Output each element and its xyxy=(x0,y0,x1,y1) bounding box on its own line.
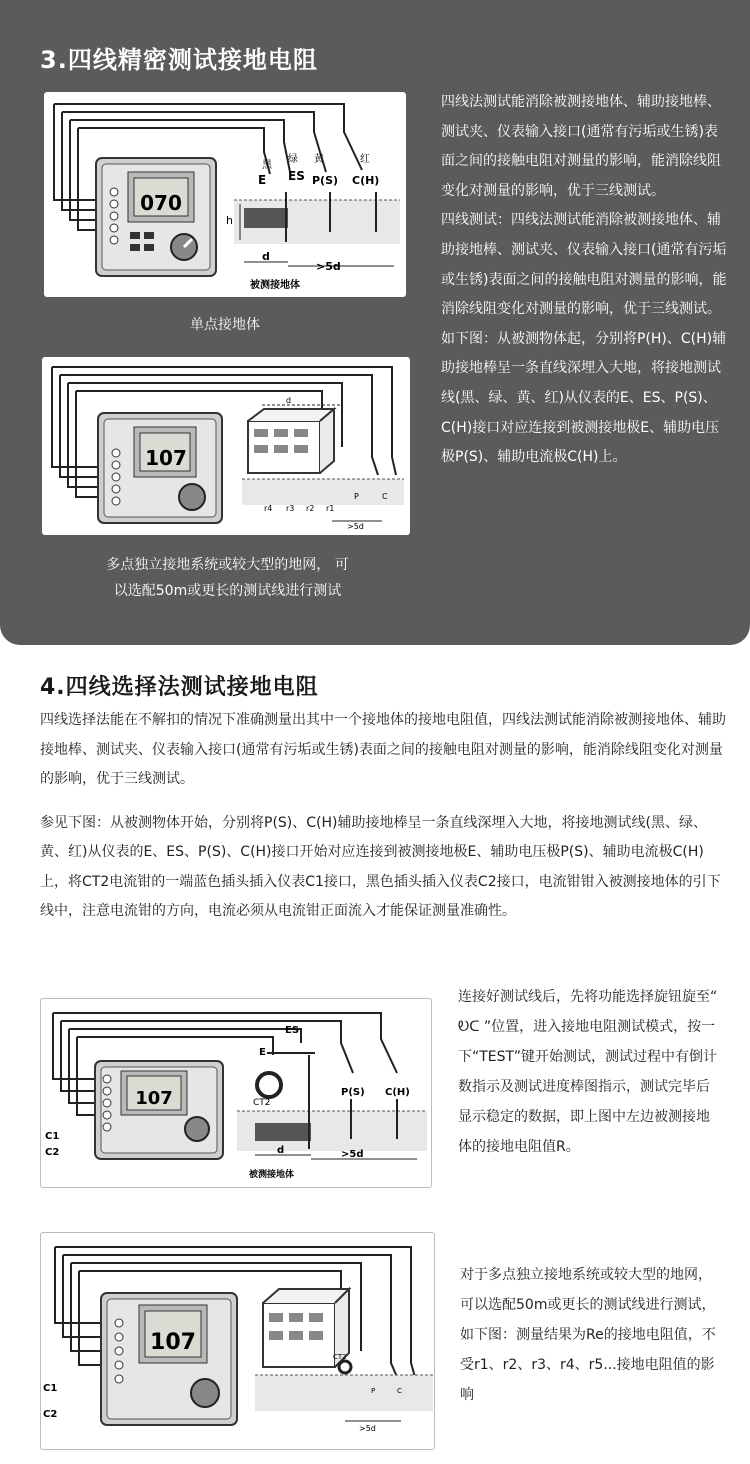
section3-description xyxy=(441,88,731,473)
label-c-4: C xyxy=(397,1387,402,1395)
label-black: 黑 xyxy=(262,160,272,171)
label-c: C xyxy=(382,492,388,501)
section4-side-text-2: 对于多点独立接地系统或较大型的地网，可以选配50m或更长的测试线进行测试，如下图：测量结果为Re的接地电阻值，不受r1、r2、r3、r4、r5...接地电阻值的影响 xyxy=(460,1267,716,1403)
section4-body xyxy=(40,706,730,941)
term-p: P(S) xyxy=(312,174,339,187)
caption-multi-point xyxy=(30,552,425,604)
label-yellow: 黄 xyxy=(314,154,324,165)
label-red: 红 xyxy=(360,154,370,165)
label-ct2: CT2 xyxy=(253,1098,271,1108)
label-d: d xyxy=(262,250,270,263)
caption-multi-point-line2: 以选配50m或更长的测试线进行测试 xyxy=(113,583,342,599)
term-c-3: C(H) xyxy=(385,1087,410,1098)
label-gt5d-2: >5d xyxy=(347,522,364,531)
diagram-single-point-svg xyxy=(44,92,406,297)
diagram-clamp-multi-svg xyxy=(41,1233,434,1449)
label-r2: r2 xyxy=(306,504,315,513)
diagram-single-point xyxy=(44,92,406,297)
term-c: C(H) xyxy=(352,174,380,187)
diagram-multi-point-svg xyxy=(42,357,410,535)
label-d-3: d xyxy=(277,1145,285,1156)
label-ct2-4: CT2 xyxy=(333,1353,347,1361)
label-gt5d-3: >5d xyxy=(341,1149,364,1160)
section4-side-text-1: 连接好测试线后，先将功能选择旋钮旋至“ Ꭷᑕ ”位置，进入接地电阻测试模式，按一下“TEST”键开始测试，测试过程中有倒计数指示及测试进度棒图指示，测试完毕后显示稳定的数据，即上图中左边被测接地体的接地电阻值R。 xyxy=(458,989,718,1155)
label-p-4: P xyxy=(371,1387,376,1395)
label-c2-4: C2 xyxy=(43,1409,58,1420)
caption-multi-point-line1: 多点独立接地系统或较大型的地网， 可 xyxy=(106,557,349,573)
section3-panel xyxy=(0,0,750,645)
label-ground-3: 被测接地体 xyxy=(249,1170,295,1180)
diagram4-display: 107 xyxy=(150,1330,196,1355)
section4-title: 4.四线选择法测试接地电阻 xyxy=(40,675,319,700)
label-gt5d-4: >5d xyxy=(359,1424,376,1433)
section3-paragraph-1: 四线法测试能消除被测接地体、辅助接地棒、测试夹、仪表输入接口(通常有污垢或生锈)表面之间的接触电阻对测量的影响，能消除线阻变化对测量的影响，优于三线测试。 xyxy=(441,94,721,199)
diagram-multi-point xyxy=(42,357,410,535)
diagram-clamp-multi xyxy=(40,1232,435,1450)
label-c2: C2 xyxy=(45,1147,60,1158)
label-p: P xyxy=(354,492,359,501)
label-ground: 被测接地体 xyxy=(250,280,300,291)
term-es: ES xyxy=(288,169,305,183)
caption-single-point: 单点接地体 xyxy=(190,317,260,333)
section3-paragraph-2: 四线测试：四线法测试能消除被测接地体、辅助接地棒、测试夹、仪表输入接口(通常有污垢或生锈)表面之间的接触电阻对测量的影响，能消除线阻变化对测量的影响，优于三线测试。 xyxy=(441,212,727,318)
label-green: 绿 xyxy=(288,154,298,165)
section3-paragraph-3: 如下图：从被测物体起，分别将P(H)、C(H)辅助接地棒呈一条直线深埋入大地，将接地测试线(黑、绿、黄、红)从仪表的E、ES、P(S)、C(H)接口对应连接到被测接地极E、辅助电压极P(S)、辅助电流极C(H)上。 xyxy=(441,330,727,466)
section3-title: 3.四线精密测试接地电阻 xyxy=(40,46,318,74)
diagram-clamp-single xyxy=(40,998,432,1188)
label-e: E xyxy=(259,1047,266,1058)
section4-paragraph-2: 参见下图：从被测物体开始，分别将P(S)、C(H)辅助接地棒呈一条直线深埋入大地，将接地测试线(黑、绿、黄、红)从仪表的E、ES、P(S)、C(H)接口开始对应连接到被测接地极E、辅助电压极P(S)、辅助电流极C(H)上，将CT2电流钳的一端蓝色插头插入仪表C1接口，黑色插头插入仪表C2接口，电流钳钳入被测接地体的引下线中，注意电流钳的方向，电流必须从电流钳正面流入才能保证测量准确性。 xyxy=(40,814,721,919)
label-r3: r3 xyxy=(286,504,295,513)
diagram2-display: 107 xyxy=(145,446,187,470)
diagram1-display: 070 xyxy=(140,191,182,215)
label-r4: r4 xyxy=(264,504,273,513)
label-r1: r1 xyxy=(326,504,335,513)
label-c1-4: C1 xyxy=(43,1383,58,1394)
term-e: E xyxy=(258,173,267,187)
label-h: h xyxy=(226,214,233,227)
label-d-2: d xyxy=(286,396,292,405)
label-es: ES xyxy=(285,1025,300,1036)
label-c1: C1 xyxy=(45,1131,60,1142)
diagram3-display: 107 xyxy=(135,1088,173,1109)
section4-paragraph-1: 四线选择法能在不解扣的情况下准确测量出其中一个接地体的接地电阻值，四线法测试能消除被测接地体、辅助接地棒、测试夹、仪表输入接口(通常有污垢或生锈)表面之间的接触电阻对测量的影响，能消除线阻变化对测量的影响，优于三线测试。 xyxy=(40,712,726,787)
diagram-clamp-single-svg xyxy=(41,999,431,1187)
term-p-3: P(S) xyxy=(341,1087,365,1098)
label-gt5d: >5d xyxy=(316,260,341,273)
